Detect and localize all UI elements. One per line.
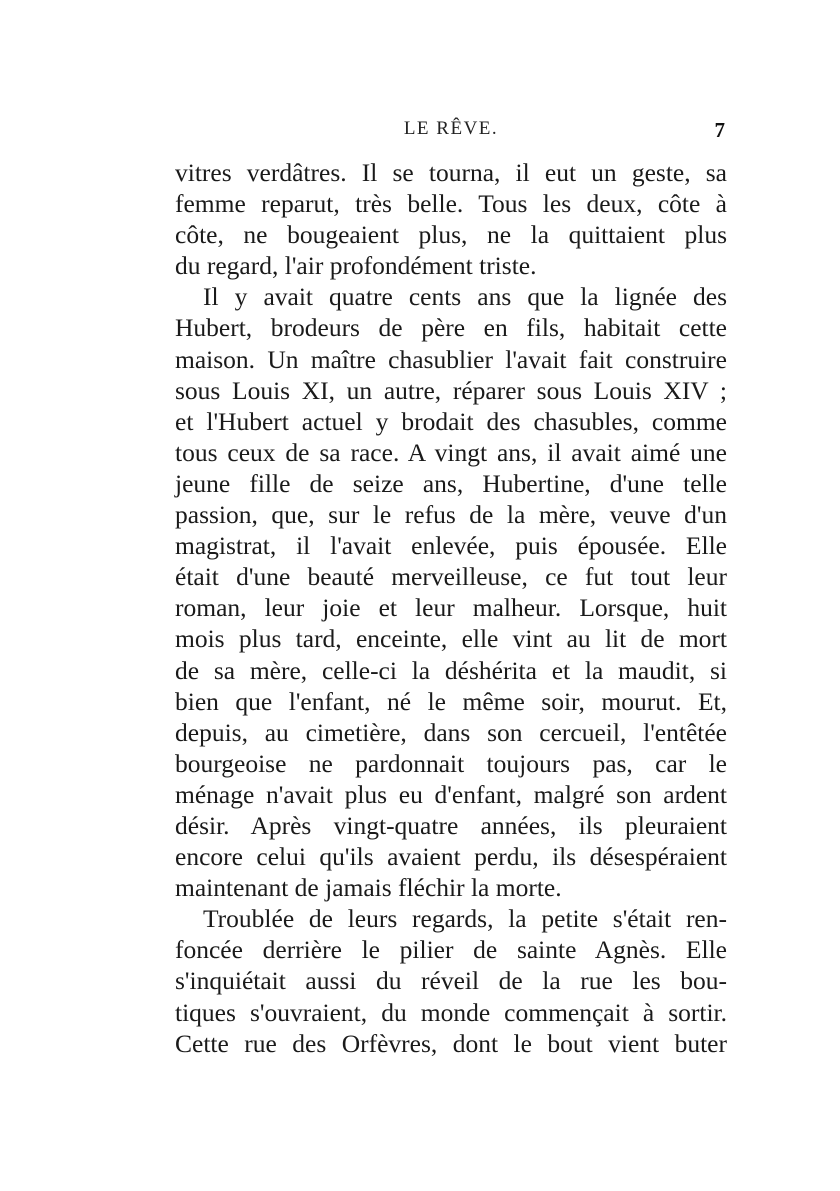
text-line: encore celui qu'ils avaient perdu, ils désespéraient — [175, 842, 727, 872]
text-line: s'inquiétait aussi du réveil de la rue les bou- — [175, 966, 727, 996]
paragraph-start-line: Il y avait quatre cents ans que la lignée des — [203, 282, 727, 312]
text-line: maison. Un maître chasublier l'avait fait construire — [175, 344, 727, 374]
text-line: jeune fille de seize ans, Hubertine, d'une telle — [175, 468, 727, 498]
paragraph-end-line: maintenant de jamais fléchir la morte. — [175, 873, 562, 903]
text-line: bourgeoise ne pardonnait toujours pas, car le — [175, 748, 727, 778]
text-line: mois plus tard, enceinte, elle vint au lit de mort — [175, 624, 727, 654]
page-number: 7 — [714, 118, 725, 142]
text-line: passion, que, sur le refus de la mère, veuve d'un — [175, 500, 727, 530]
paragraph-start-line: Troublée de leurs regards, la petite s'était ren- — [203, 904, 727, 934]
running-head — [175, 118, 727, 142]
text-line: ménage n'avait plus eu d'enfant, malgré son ardent — [175, 779, 727, 809]
text-line: magistrat, il l'avait enlevée, puis épousée. Elle — [175, 531, 727, 561]
text-line: Cette rue des Orfèvres, dont le bout vient buter — [175, 1028, 727, 1058]
text-line: sous Louis XI, un autre, réparer sous Louis XIV ; — [175, 375, 727, 405]
body-text — [175, 157, 727, 1059]
text-line: était d'une beauté merveilleuse, ce fut tout leur — [175, 562, 727, 592]
text-line: femme reparut, très belle. Tous les deux, côte à — [175, 189, 727, 219]
text-line: Hubert, brodeurs de père en fils, habitait cette — [175, 313, 727, 343]
text-line: désir. Après vingt-quatre années, ils pleuraient — [175, 810, 727, 840]
paragraph-end-line: du regard, l'air profondément triste. — [175, 251, 537, 281]
text-line: bien que l'enfant, né le même soir, mourut. Et, — [175, 686, 727, 716]
text-line: tiques s'ouvraient, du monde commençait à sortir. — [175, 997, 727, 1027]
text-line: de sa mère, celle-ci la déshérita et la maudit, si — [175, 655, 727, 685]
text-line: tous ceux de sa race. A vingt ans, il avait aimé une — [175, 437, 727, 467]
text-line: roman, leur joie et leur malheur. Lorsque, huit — [175, 593, 727, 623]
text-line: côte, ne bougeaient plus, ne la quittaient plus — [175, 220, 727, 250]
text-line: depuis, au cimetière, dans son cercueil, l'entêtée — [175, 717, 727, 747]
text-line: et l'Hubert actuel y brodait des chasubles, comme — [175, 406, 727, 436]
text-line: vitres verdâtres. Il se tourna, il eut un geste, sa — [175, 158, 727, 187]
text-line: foncée derrière le pilier de sainte Agnès. Elle — [175, 935, 727, 965]
running-title: LE RÊVE. — [403, 118, 499, 139]
